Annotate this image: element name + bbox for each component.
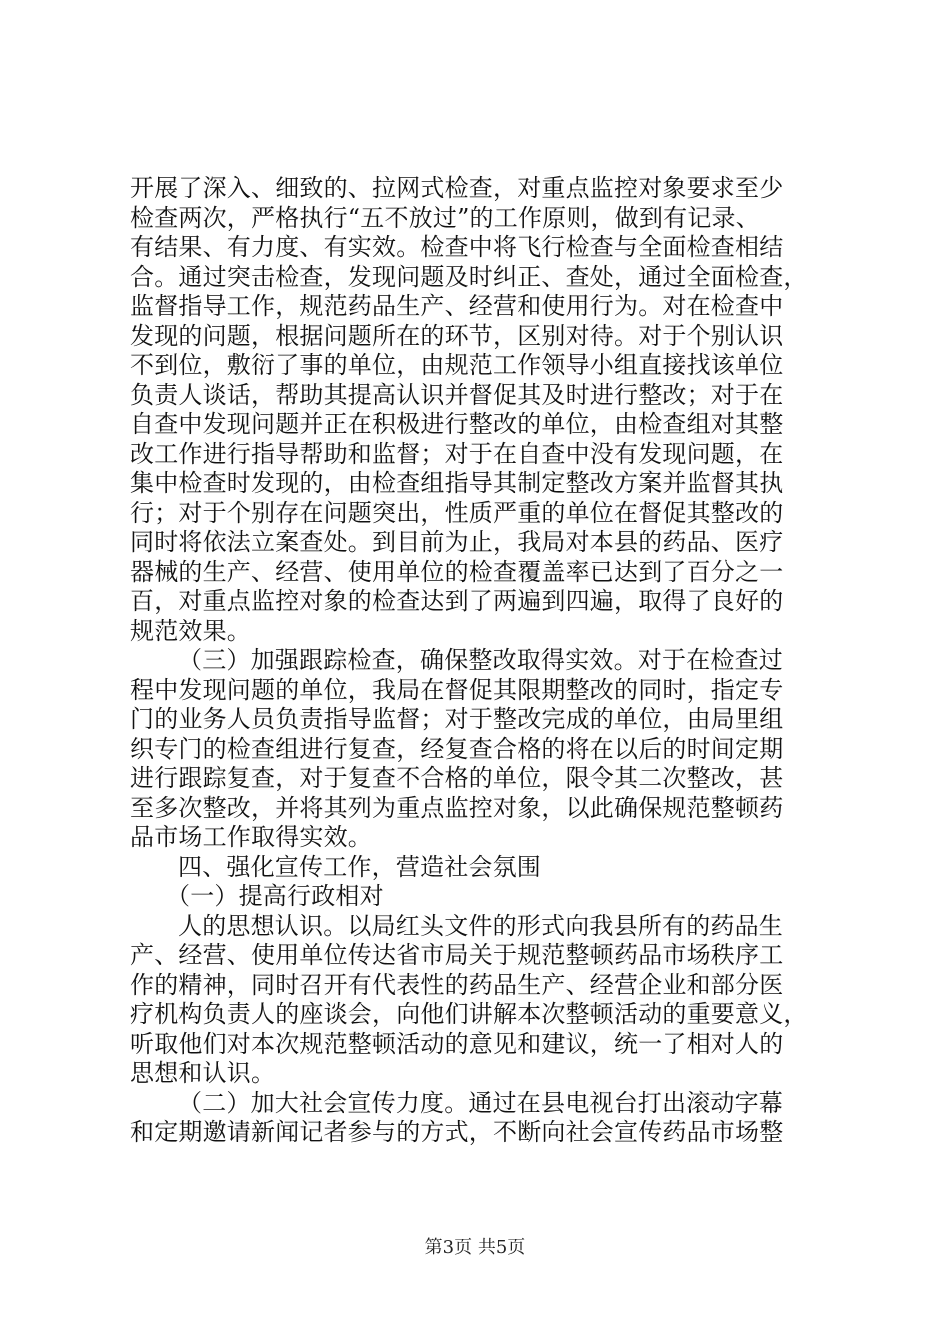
- text-line: 自查中发现问题并正在积极进行整改的单位，由检查组对其整: [130, 410, 784, 438]
- section-heading: 四、强化宣传工作，营造社会氛围: [178, 852, 541, 881]
- text-line: 行；对于个别存在问题突出，性质严重的单位在督促其整改的: [130, 498, 784, 527]
- text-line: 作的精神，同时召开有代表性的药品生产、经营企业和部分医: [130, 970, 784, 999]
- page-number-footer: 第3页 共5页: [424, 1237, 526, 1258]
- text-line: 疗机构负责人的座谈会，向他们讲解本次整顿活动的重要意义，: [130, 1000, 808, 1028]
- text-line: 合。通过突击检查，发现问题及时纠正、查处，通过全面检查，: [130, 262, 808, 291]
- text-line: 百，对重点监控对象的检查达到了两遍到四遍，取得了良好的: [130, 587, 784, 615]
- text-line: 检查两次，严格执行“五不放过”的工作原则，做到有记录、: [130, 203, 760, 232]
- text-line: 至多次整改，并将其列为重点监控对象，以此确保规范整顿药: [130, 793, 784, 822]
- body-text: [130, 174, 826, 1148]
- text-line: 品市场工作取得实效。: [130, 823, 372, 851]
- text-line: 发现的问题，根据问题所在的环节，区别对待。对于个别认识: [130, 321, 784, 350]
- text-line: 不到位，敷衍了事的单位，由规范工作领导小组直接找该单位: [130, 351, 784, 379]
- text-line: 规范效果。: [130, 616, 251, 645]
- text-line: 集中检查时发现的，由检查组指导其制定整改方案并监督其执: [130, 469, 784, 497]
- text-line: 有结果、有力度、有实效。检查中将飞行检查与全面检查相结: [130, 233, 784, 261]
- text-line: 改工作进行指导帮助和监督；对于在自查中没有发现问题，在: [130, 439, 784, 468]
- text-line: （三）加强跟踪检查，确保整改取得实效。对于在检查过: [178, 646, 783, 674]
- text-line: 门的业务人员负责指导监督；对于整改完成的单位，由局里组: [130, 705, 784, 733]
- text-line: 程中发现问题的单位，我局在督促其限期整改的同时，指定专: [130, 675, 784, 704]
- text-line: 听取他们对本次规范整顿活动的意见和建议，统一了相对人的: [130, 1029, 784, 1058]
- text-line: 织专门的检查组进行复查，经复查合格的将在以后的时间定期: [130, 734, 784, 763]
- text-line: 和定期邀请新闻记者参与的方式，不断向社会宣传药品市场整: [130, 1118, 784, 1146]
- text-line: 产、经营、使用单位传达省市局关于规范整顿药品市场秩序工: [130, 941, 784, 969]
- text-line: 监督指导工作，规范药品生产、经营和使用行为。对在检查中: [130, 292, 784, 320]
- text-line: 同时将依法立案查处。到目前为止，我局对本县的药品、医疗: [130, 528, 784, 556]
- text-line: 负责人谈话，帮助其提高认识并督促其及时进行整改；对于在: [130, 380, 784, 409]
- text-line: 器械的生产、经营、使用单位的检查覆盖率已达到了百分之一: [130, 557, 784, 586]
- subsection-heading: （一）提高行政相对: [166, 882, 384, 910]
- text-line: 人的思想认识。以局红头文件的形式向我县所有的药品生: [178, 911, 783, 940]
- text-line: 开展了深入、细致的、拉网式检查，对重点监控对象要求至少: [130, 174, 784, 202]
- text-line: 进行跟踪复查，对于复查不合格的单位，限令其二次整改，甚: [130, 764, 784, 792]
- text-line: 思想和认识。: [130, 1059, 276, 1087]
- text-line: （二）加大社会宣传力度。通过在县电视台打出滚动字幕: [178, 1088, 783, 1117]
